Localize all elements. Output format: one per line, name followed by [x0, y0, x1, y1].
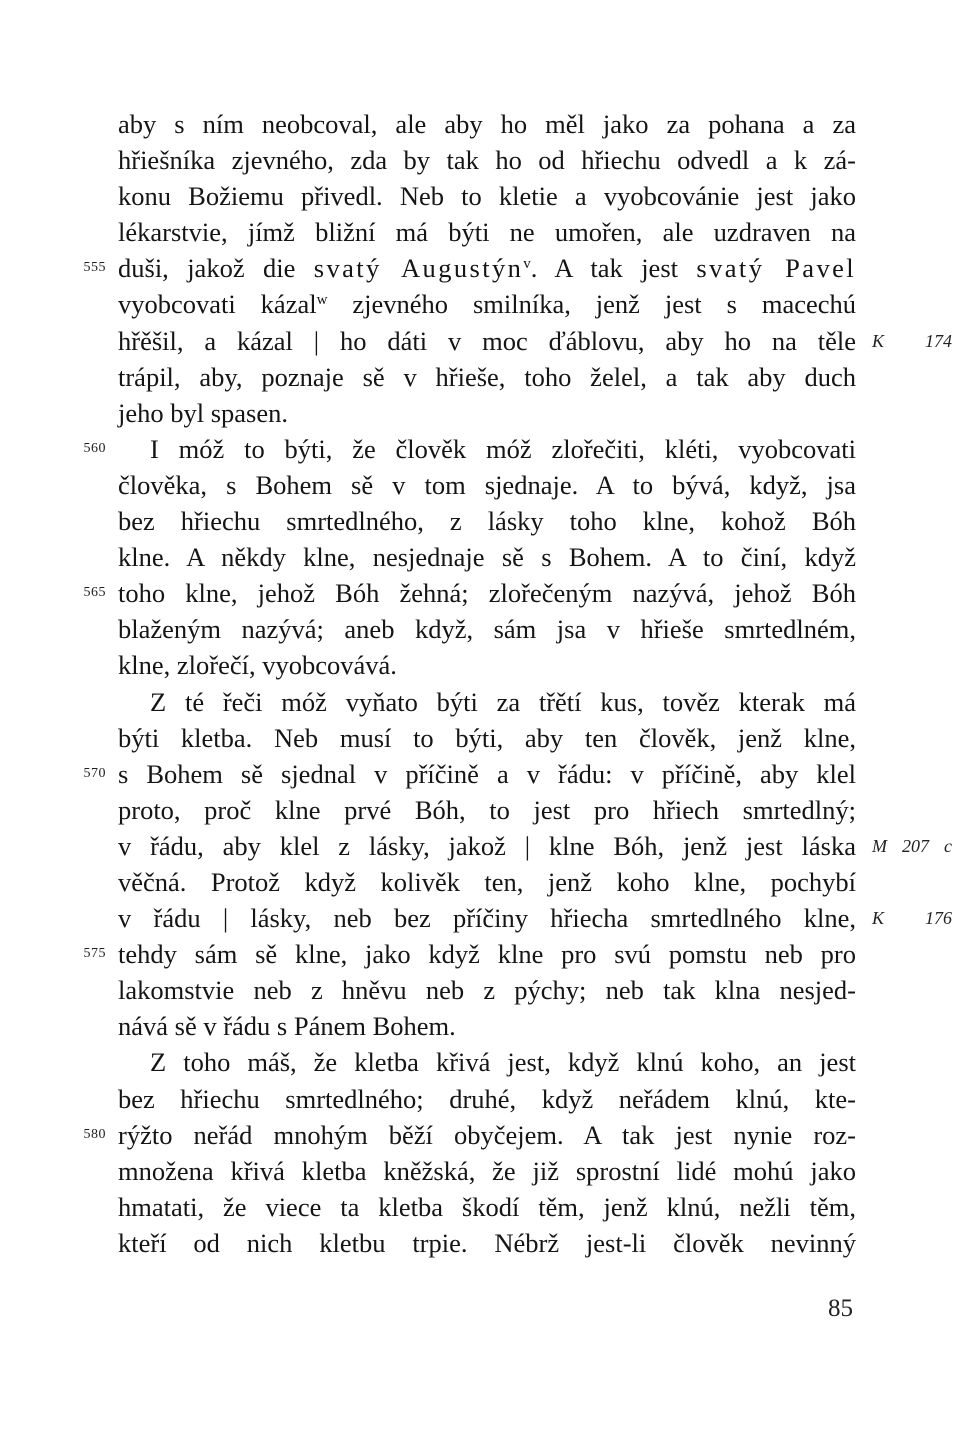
- line-number: 560: [83, 440, 106, 456]
- text-line: Z té řeči móž vyňato býti za třětí kus, tověz kterak má: [150, 686, 856, 717]
- text-line: lékarstvie, jímž bližní má býti ne umořen, ale uzdraven na: [118, 217, 856, 248]
- text-line: [83, 250, 857, 286]
- text-fragment: v řádu, aby klel z lásky, jakož | klne Bóh, jenž jest láska: [118, 830, 856, 861]
- text-line: [118, 323, 952, 359]
- margin-reference: K 176: [872, 908, 952, 929]
- text-line: hřiešníka zjevného, zda by tak ho od hřiechu odvedl a k zá-: [118, 145, 856, 176]
- line-number: 565: [83, 585, 106, 601]
- text-line: věčná. Protož když kolivěk ten, jenž koho klne, pochybí: [118, 866, 856, 897]
- text-line: lakomstvie neb z hněvu neb z pýchy; neb tak klna nesjed-: [118, 975, 856, 1006]
- text-line: [83, 431, 856, 467]
- text-line: klne. A někdy klne, nesjednaje sě s Bohem. A to činí, když: [118, 542, 856, 573]
- spaced-name: svatý Augustýn: [313, 253, 524, 284]
- text-fragment: v řádu | lásky, neb bez příčiny hřiecha smrtedlného klne,: [118, 903, 856, 934]
- text-line: jeho byl spasen.: [118, 397, 289, 428]
- line-number: 580: [83, 1126, 106, 1142]
- text-line: kteří od nich kletbu trpie. Nébrž jest-li člověk nevinný: [118, 1227, 856, 1258]
- text-line: [83, 575, 856, 611]
- text-fragment: tehdy sám sě klne, jako když klne pro svú pomstu neb pro: [118, 939, 856, 970]
- line-number: 575: [83, 946, 106, 962]
- text-line: [118, 828, 952, 864]
- text-fragment: s Bohem sě sjednal v příčině a v řádu: v příčině, aby klel: [118, 758, 856, 789]
- margin-reference: M 207 c: [872, 835, 952, 856]
- text-fragment: . A tak jest: [530, 253, 697, 284]
- text-fragment: rýžto neřád mnohým běží obyčejem. A tak jest nynie roz-: [118, 1119, 856, 1150]
- text-line: člověka, s Bohem sě v tom sjednaje. A to bývá, když, jsa: [118, 469, 856, 500]
- text-fragment: toho klne, jehož Bóh žehná; zlořečeným nazývá, jehož Bóh: [118, 578, 856, 609]
- margin-reference: K 174: [872, 330, 952, 351]
- line-number: 570: [83, 765, 106, 781]
- footnote-marker: w: [316, 292, 328, 309]
- text-line: nává sě v řádu s Pánem Bohem.: [118, 1011, 456, 1042]
- text-line: konu Božiemu přivedl. Neb to kletie a vyobcovánie jest jako: [118, 181, 856, 212]
- text-fragment: duši, jakož die: [118, 253, 314, 284]
- text-line: [118, 900, 952, 936]
- line-number: 555: [83, 260, 106, 276]
- text-line: Z toho máš, že kletba křivá jest, když klnú koho, an jest: [150, 1047, 856, 1078]
- footnote-marker: v: [523, 256, 531, 273]
- text-line: klne, zlořečí, vyobcovává.: [118, 650, 397, 681]
- text-line: hmatati, že viece ta kletba škodí těm, jenž klnú, nežli těm,: [118, 1191, 856, 1222]
- text-fragment: zjevného smilníka, jenž jest s macechú: [327, 289, 856, 320]
- text-line: množena křivá kletba kněžská, že již sprostní lidé mohú jako: [118, 1155, 856, 1186]
- text-line: bez hřiechu smrtedlného, z lásky toho klne, kohož Bóh: [118, 506, 856, 537]
- text-fragment: hřěšil, a kázal | ho dáti v moc ďáblovu, aby ho na těle: [118, 325, 856, 356]
- spaced-name: svatý Pavel: [696, 253, 857, 284]
- text-line: [83, 756, 856, 792]
- page-number: 85: [828, 1295, 853, 1322]
- text-line: aby s ním neobcoval, ale aby ho měl jako za pohana a za: [118, 109, 856, 139]
- text-line: [83, 936, 856, 972]
- text-line: [83, 1117, 856, 1153]
- text-fragment: I móž to býti, že člověk móž zlořečiti, kléti, vyobcovati: [150, 433, 856, 464]
- text-line: bez hřiechu smrtedlného; druhé, když neřádem klnú, kte-: [118, 1083, 856, 1114]
- text-line: [118, 286, 856, 322]
- text-line: proto, proč klne prvé Bóh, to jest pro hřiech smrtedlný;: [118, 794, 856, 825]
- text-fragment: vyobcovati kázal: [118, 289, 317, 320]
- text-line: blaženým nazývá; aneb když, sám jsa v hřieše smrtedlném,: [118, 614, 856, 645]
- text-line: trápil, aby, poznaje sě v hřieše, toho želel, a tak aby duch: [118, 361, 856, 392]
- text-line: býti kletba. Neb musí to býti, aby ten člověk, jenž klne,: [118, 722, 856, 753]
- body-text: [83, 106, 952, 1261]
